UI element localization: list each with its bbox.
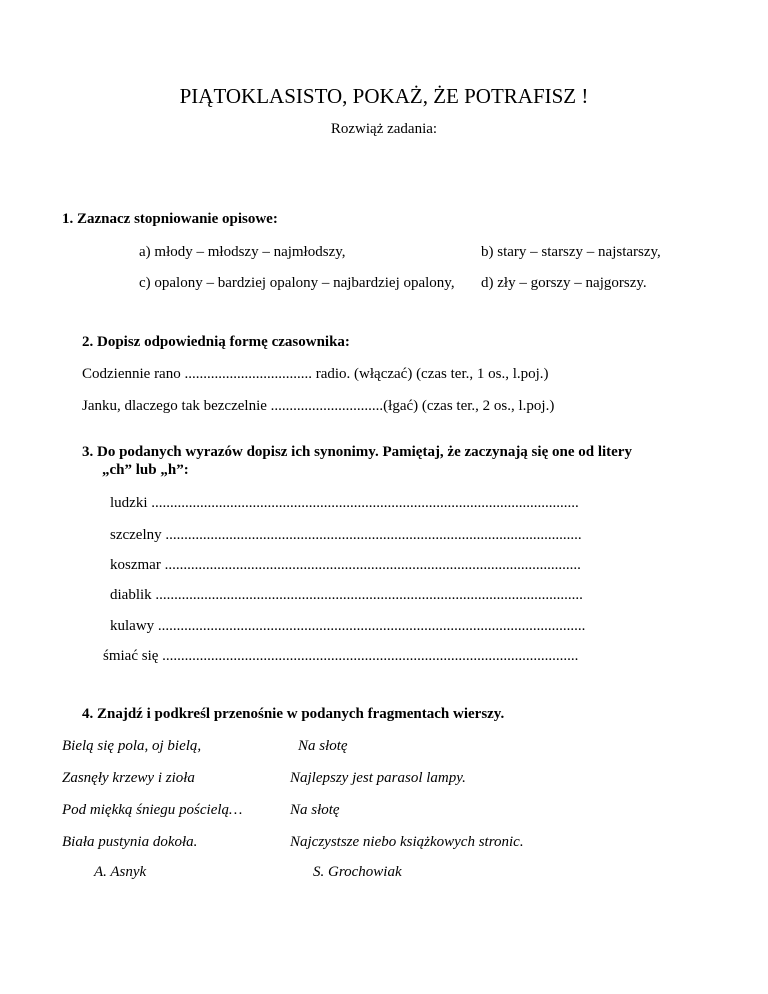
poem-left-line-3: Pod miękką śniegu pościelą… (62, 802, 243, 818)
q3-word-koszmar: koszmar ............................................................................................................... (110, 557, 581, 573)
q1-heading: 1. Zaznacz stopniowanie opisowe: (62, 211, 278, 227)
poem-right-line-1: Na słotę (298, 738, 348, 754)
q2-line-1: Codziennie rano .................................. radio. (włączać) (czas ter., 1 os., l.poj.) (82, 366, 549, 382)
poem-left-line-4: Biała pustynia dokoła. (62, 834, 198, 850)
poem-left-author: A. Asnyk (94, 864, 147, 880)
q3-word-diablik: diablik .................................................................................................................. (110, 587, 583, 603)
q1-option-d: d) zły – gorszy – najgorszy. (481, 275, 647, 291)
q2-line-2: Janku, dlaczego tak bezczelnie ..............................(łgać) (czas ter., 2 os., l.poj.) (82, 398, 555, 414)
q4-heading: 4. Znajdź i podkreśl przenośnie w podanych fragmentach wierszy. (82, 706, 505, 722)
q3-word-ludzki: ludzki .................................................................................................................. (110, 495, 579, 511)
q3-heading-line-2: „ch” lub „h”: (102, 462, 189, 478)
q1-option-a: a) młody – młodszy – najmłodszy, (139, 244, 346, 260)
q1-option-c: c) opalony – bardziej opalony – najbardziej opalony, (139, 275, 455, 291)
q3-word-kulawy: kulawy .................................................................................................................. (110, 618, 586, 634)
page-title: PIĄTOKLASISTO, POKAŻ, ŻE POTRAFISZ ! (179, 84, 589, 108)
poem-right-line-3: Na słotę (290, 802, 340, 818)
poem-right-line-4: Najczystsze niebo książkowych stronic. (290, 834, 524, 850)
q2-heading: 2. Dopisz odpowiednią formę czasownika: (82, 334, 350, 350)
poem-left-line-2: Zasnęły krzewy i zioła (62, 770, 195, 786)
page-subtitle: Rozwiąż zadania: (330, 121, 438, 137)
q1-option-b: b) stary – starszy – najstarszy, (481, 244, 661, 260)
q3-word-szczelny: szczelny ............................................................................................................... (110, 527, 582, 543)
q3-word-smiac-sie: śmiać się ............................................................................................................... (103, 648, 579, 664)
q3-heading-line-1: 3. Do podanych wyrazów dopisz ich synonimy. Pamiętaj, że zaczynają się one od litery (82, 444, 632, 460)
poem-right-line-2: Najlepszy jest parasol lampy. (290, 770, 466, 786)
poem-right-author: S. Grochowiak (313, 864, 402, 880)
poem-left-line-1: Bielą się pola, oj bielą, (62, 738, 202, 754)
